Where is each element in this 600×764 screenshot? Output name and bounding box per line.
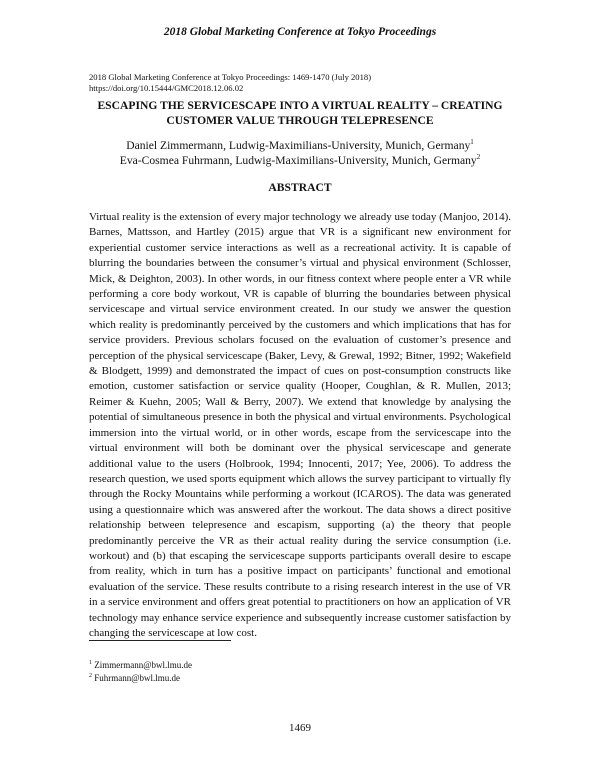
doi-line: https://doi.org/10.15444/GMC2018.12.06.02 bbox=[89, 83, 244, 93]
author-list bbox=[60, 138, 540, 168]
citation-line: 2018 Global Marketing Conference at Tokyo Proceedings: 1469-1470 (July 2018) bbox=[89, 72, 372, 82]
footnote-marker: 2 bbox=[476, 153, 481, 161]
author-line bbox=[60, 153, 540, 168]
citation-block bbox=[89, 72, 529, 94]
footnote-marker: 2 bbox=[89, 672, 92, 679]
page-number: 1469 bbox=[289, 722, 311, 734]
running-header: 2018 Global Marketing Conference at Tokyo Proceedings bbox=[163, 26, 437, 38]
author-affiliation: Daniel Zimmermann, Ludwig-Maximilians-University, Munich, Germany bbox=[126, 139, 471, 152]
footnote bbox=[89, 672, 389, 685]
abstract-heading: ABSTRACT bbox=[268, 181, 332, 194]
title-line: ESCAPING THE SERVICESCAPE INTO A VIRTUAL REALITY – CREATING bbox=[97, 99, 503, 112]
footnote-divider bbox=[89, 640, 231, 641]
author-affiliation: Eva-Cosmea Fuhrmann, Ludwig-Maximilians-University, Munich, Germany bbox=[119, 154, 477, 167]
footnote-email: Fuhrmann@bwl.lmu.de bbox=[94, 672, 181, 683]
footnote-marker: 1 bbox=[89, 660, 92, 666]
footnote-marker: 1 bbox=[470, 138, 474, 146]
abstract-body: Virtual reality is the extension of every major technology we already use today (Manjoo, 2014). Barnes, Mattsson, and Hartley (2015) argue that VR is a significant new environment for experiential customer service interactions as well as a recreational activity. It is capable of blurring the boundaries between the consumer’s virtual and physical environment (Schlosser, Mick, & Deighton, 2003). In other words, in our fitness context where people enter a VR while performing a core body workout, VR is capable of blurring the boundaries between physical servicescape and virtual service environment created. In our study we answer the question which reality is predominantly perceived by the customers and which implications that has for service providers. Previous scholars focused on the evaluation of customer’s presence and perception of the physical servicescape (Baker, Levy, & Grewal, 1992; Bitner, 1992; Wakefield & Blodgett, 1999) and demonstrated the impact of cues on post-consumption constructs like emotion, customer satisfaction or service quality (Hooper, Coughlan, & R. Mullen, 2013; Reimer & Kuehn, 2005; Wall & Berry, 2007). We extend that knowledge by analysing the potential of simultaneous presence in both the physical and virtual environments. Psychological immersion into the virtual world, or in other words, escape from the servicescape into the virtual environment will both be dominant over the physical servicescape and generate additional value to the users (Holbrook, 1994; Innocenti, 2017; Yee, 2006). To address the research question, we used sports equipment which allows the survey participant to virtually fly through the Rocky Mountains while performing a workout (ICAROS). The data was generated using a questionnaire which was answered after the workout. The data shows a direct positive relationship between telepresence and escapism, supporting (a) the theory that people predominantly perceive the VR as their actual reality during the service consumption (i.e. workout) and (b) that escaping the servicescape supports participants overall desire to escape from reality, which in turn has a positive impact on participants’ functional and emotional evaluation of the service. These results contribute to a rising research interest in the use of VR in a service environment and offers great potential to practitioners on how an application of VR technology may enhance service experience and subsequently increase customer satisfaction by changing the servicescape at low cost. bbox=[89, 211, 511, 639]
title-line: CUSTOMER VALUE THROUGH TELEPRESENCE bbox=[166, 114, 434, 127]
paper-title bbox=[80, 98, 520, 128]
footnotes bbox=[89, 659, 389, 684]
footnote-email: Zimmermann@bwl.lmu.de bbox=[94, 660, 193, 670]
footnote bbox=[89, 659, 389, 672]
author-line bbox=[60, 138, 540, 153]
